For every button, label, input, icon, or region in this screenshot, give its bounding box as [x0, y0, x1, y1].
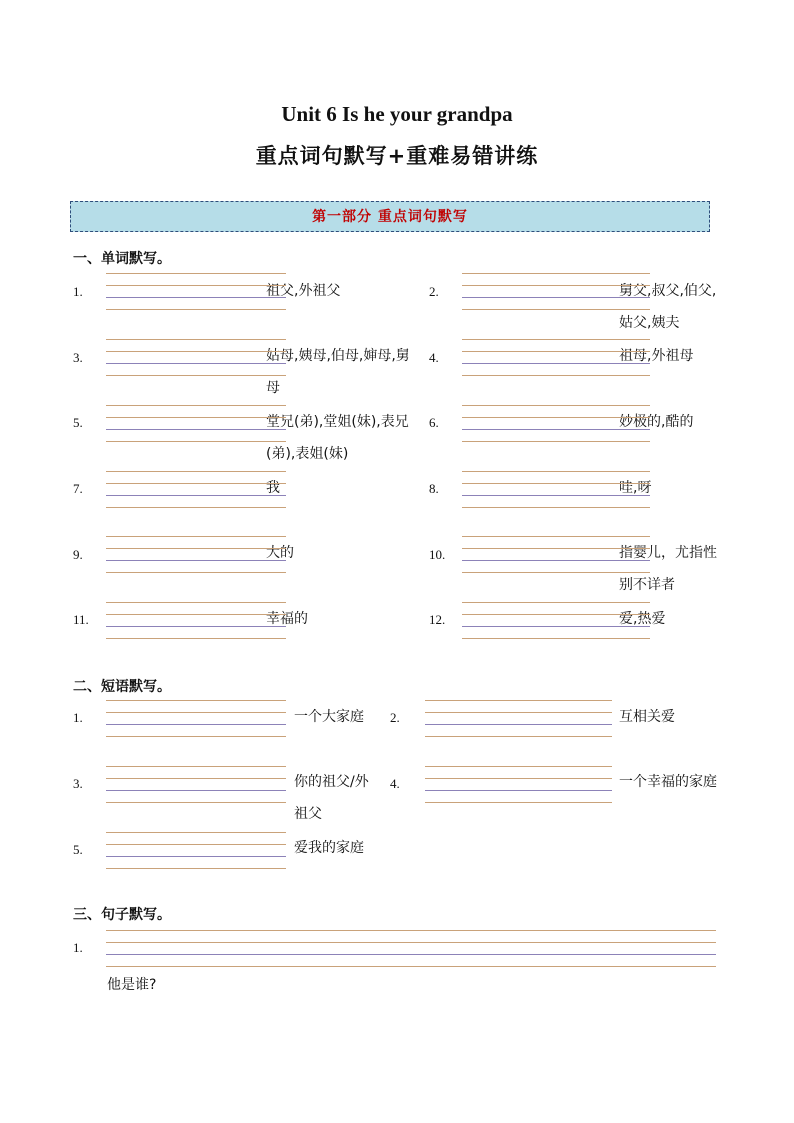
writing-line	[106, 441, 286, 442]
writing-line	[106, 273, 286, 274]
item-number: 5.	[73, 842, 83, 857]
writing-line	[106, 966, 716, 967]
item-meaning: 一个大家庭	[294, 709, 364, 725]
item-meaning: 舅父,叔父,伯父,姑父,姨夫	[619, 283, 717, 331]
item-number: 7.	[73, 481, 83, 496]
item-meaning: 祖父,外祖父	[266, 283, 341, 299]
writing-line	[462, 548, 650, 549]
writing-line	[462, 471, 650, 472]
writing-line	[106, 507, 286, 508]
writing-line	[425, 736, 612, 737]
word-section-title: 一、单词默写。	[73, 251, 171, 267]
writing-line	[462, 309, 650, 310]
writing-line	[106, 626, 286, 627]
writing-line	[462, 429, 650, 430]
writing-line	[106, 429, 286, 430]
item-number: 4.	[429, 350, 439, 365]
writing-line	[106, 285, 286, 286]
item-number: 3.	[73, 776, 83, 791]
item-number: 10.	[429, 547, 446, 562]
writing-line	[462, 495, 650, 496]
writing-line	[462, 297, 650, 298]
writing-line	[462, 375, 650, 376]
part-one-label: 第一部分 重点词句默写	[312, 209, 468, 225]
item-number: 4.	[390, 776, 400, 791]
writing-line	[425, 802, 612, 803]
writing-line	[106, 712, 286, 713]
item-number: 12.	[429, 612, 446, 627]
part-one-banner	[70, 201, 710, 232]
writing-line	[106, 766, 286, 767]
writing-line	[425, 790, 612, 791]
writing-line	[106, 471, 286, 472]
writing-line	[462, 614, 650, 615]
item-meaning: 幸福的	[266, 611, 308, 627]
item-number: 6.	[429, 415, 439, 430]
item-number: 1.	[73, 710, 83, 725]
writing-line	[106, 614, 286, 615]
writing-line	[462, 536, 650, 537]
writing-line	[106, 778, 286, 779]
item-meaning: 姑母,姨母,伯母,婶母,舅母	[266, 348, 410, 396]
writing-line	[106, 351, 286, 352]
writing-line	[106, 548, 286, 549]
writing-line	[106, 572, 286, 573]
writing-line	[462, 638, 650, 639]
writing-line	[106, 942, 716, 943]
writing-line	[462, 363, 650, 364]
writing-line	[106, 405, 286, 406]
writing-line	[106, 724, 286, 725]
writing-line	[106, 339, 286, 340]
writing-line	[425, 712, 612, 713]
item-number: 11.	[73, 612, 89, 627]
writing-line	[106, 736, 286, 737]
writing-line	[106, 790, 286, 791]
item-meaning: 妙极的,酷的	[619, 414, 694, 430]
writing-line	[106, 868, 286, 869]
sentence-meaning: 他是谁?	[107, 977, 157, 993]
item-meaning: 爱我的家庭	[294, 840, 364, 856]
writing-line	[462, 285, 650, 286]
item-number: 3.	[73, 350, 83, 365]
writing-line	[462, 351, 650, 352]
item-meaning: 爱,热爱	[619, 611, 666, 627]
item-meaning: 我	[266, 480, 280, 496]
writing-line	[106, 483, 286, 484]
writing-line	[106, 297, 286, 298]
writing-line	[106, 832, 286, 833]
item-number: 8.	[429, 481, 439, 496]
phrase-section-title: 二、短语默写。	[73, 679, 171, 695]
writing-line	[106, 802, 286, 803]
item-meaning: 指婴儿，尤指性别不详者	[619, 545, 717, 593]
document-title-english: Unit 6 Is he your grandpa	[281, 102, 513, 126]
item-number: 2.	[390, 710, 400, 725]
writing-line	[462, 405, 650, 406]
item-number: 1.	[73, 284, 83, 299]
item-meaning: 互相关爱	[619, 709, 675, 725]
item-meaning: 一个幸福的家庭	[619, 774, 717, 790]
writing-line	[462, 602, 650, 603]
item-meaning: 哇,呀	[619, 480, 652, 496]
writing-line	[462, 572, 650, 573]
writing-line	[106, 700, 286, 701]
item-number: 2.	[429, 284, 439, 299]
writing-line	[106, 930, 716, 931]
writing-line	[106, 309, 286, 310]
writing-line	[106, 638, 286, 639]
item-meaning: 大的	[266, 545, 294, 561]
writing-line	[462, 626, 650, 627]
sentence-section-title: 三、句子默写。	[73, 907, 171, 923]
document-title-chinese: 重点词句默写+重难易错讲练	[255, 144, 539, 168]
writing-line	[425, 766, 612, 767]
writing-line	[425, 778, 612, 779]
writing-line	[462, 560, 650, 561]
writing-line	[106, 363, 286, 364]
writing-line	[462, 441, 650, 442]
writing-line	[106, 856, 286, 857]
writing-line	[106, 417, 286, 418]
writing-line	[462, 507, 650, 508]
writing-line	[462, 417, 650, 418]
writing-line	[106, 844, 286, 845]
writing-line	[106, 495, 286, 496]
writing-line	[106, 375, 286, 376]
item-number: 1.	[73, 940, 83, 955]
writing-line	[106, 536, 286, 537]
item-meaning: 堂兄(弟),堂姐(妹),表兄(弟),表姐(妹)	[266, 414, 409, 462]
writing-line	[106, 954, 716, 955]
item-number: 5.	[73, 415, 83, 430]
item-meaning: 你的祖父/外祖父	[294, 774, 369, 822]
writing-line	[462, 273, 650, 274]
writing-line	[106, 560, 286, 561]
writing-line	[425, 700, 612, 701]
writing-line	[106, 602, 286, 603]
writing-line	[425, 724, 612, 725]
writing-line	[462, 339, 650, 340]
writing-line	[462, 483, 650, 484]
item-number: 9.	[73, 547, 83, 562]
item-meaning: 祖母,外祖母	[619, 348, 694, 364]
